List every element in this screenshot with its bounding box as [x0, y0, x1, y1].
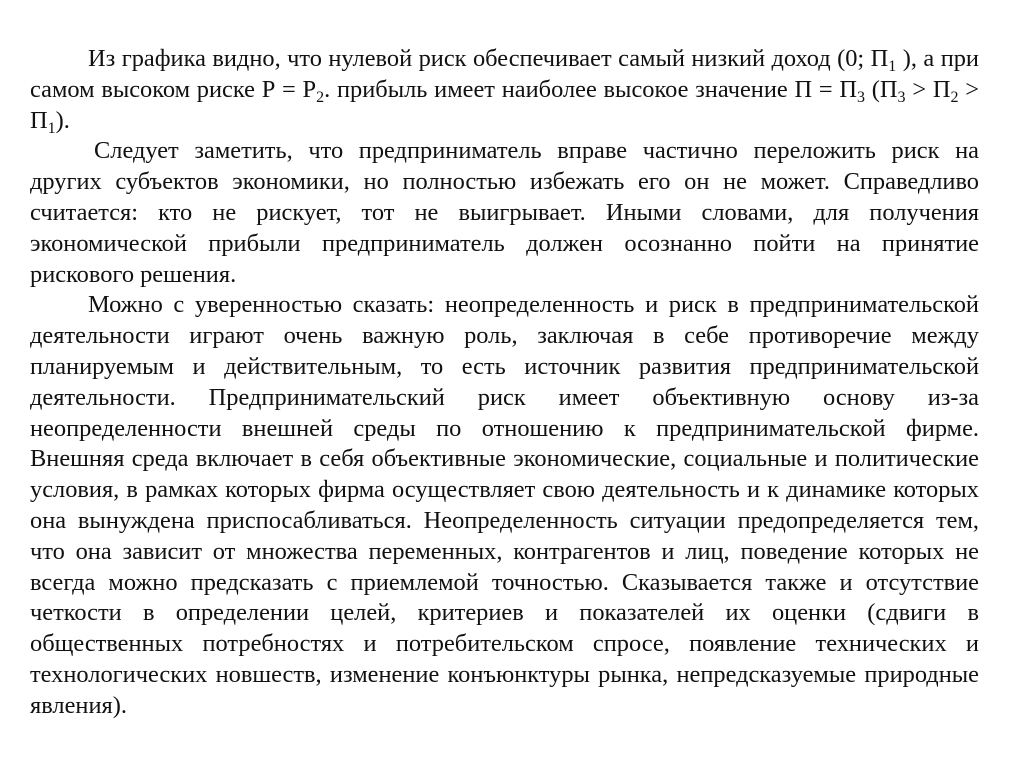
paragraph-1-text-f: > П [30, 75, 979, 134]
subscript-p3-second: 3 [897, 88, 906, 106]
subscript-p1-second: 1 [47, 119, 56, 137]
paragraph-1-text-g: ). [55, 106, 70, 134]
paragraph-uncertainty-and-risk: Можно с уверенностью сказать: неопределенность и риск в предпринимательской деятельности играют очень важную роль, заключая в себе противоречие между планируемым и действительным, то есть источник развития предпринимательской деятельности. Предпринимательский риск имеет объективную основу из-за неопределенности внешней среды по отношению к предпринимательской фирме. Внешняя среда включает в себя объективные экономические, социальные и политические условия, в рамках которых фирма осуществляет свою деятельность и к динамике которых она вынуждена приспосабливаться. Неопределенность ситуации предопределяется тем, что она зависит от множества переменных, контрагентов и лиц, поведение которых не всегда можно предсказать с приемлемой точностью. Сказывается также и отсутствие четкости в определении целей, критериев и показателей их оценки (сдвиги в общественных потребностях и потребительском спросе, появление технических и технологических новшеств, изменение конъюнктуры рынка, непредсказуемые природные явления). [30, 291, 979, 719]
paragraph-1-text-b: ), а при самом высоком риске Р = Р [30, 45, 979, 103]
paragraph-1-text-d: (П [865, 75, 898, 103]
subscript-r2: 2 [316, 88, 325, 106]
subscript-p1: 1 [888, 58, 897, 75]
paragraph-risk-transfer: Следует заметить, что предприниматель вправе частично переложить риск на других субъектов экономики, но полностью избежать его он не может. Справедливо считается: кто не рискует, тот не выигрывает. Иными словами, для получения экономической прибыли предприниматель должен осознанно пойти на принятие рискового решения. [30, 137, 979, 288]
paragraph-1-text-e: > П [905, 75, 951, 103]
document-page [30, 44, 979, 722]
subscript-p3: 3 [857, 88, 866, 106]
paragraph-1-text-a: Из графика видно, что нулевой риск обеспечивает самый низкий доход (0; П [88, 45, 889, 72]
paragraph-1-text-c: . прибыль имеет наиболее высокое значение П = П [324, 75, 858, 103]
subscript-p2: 2 [950, 88, 959, 106]
paragraph-graph-conclusion [30, 44, 979, 136]
